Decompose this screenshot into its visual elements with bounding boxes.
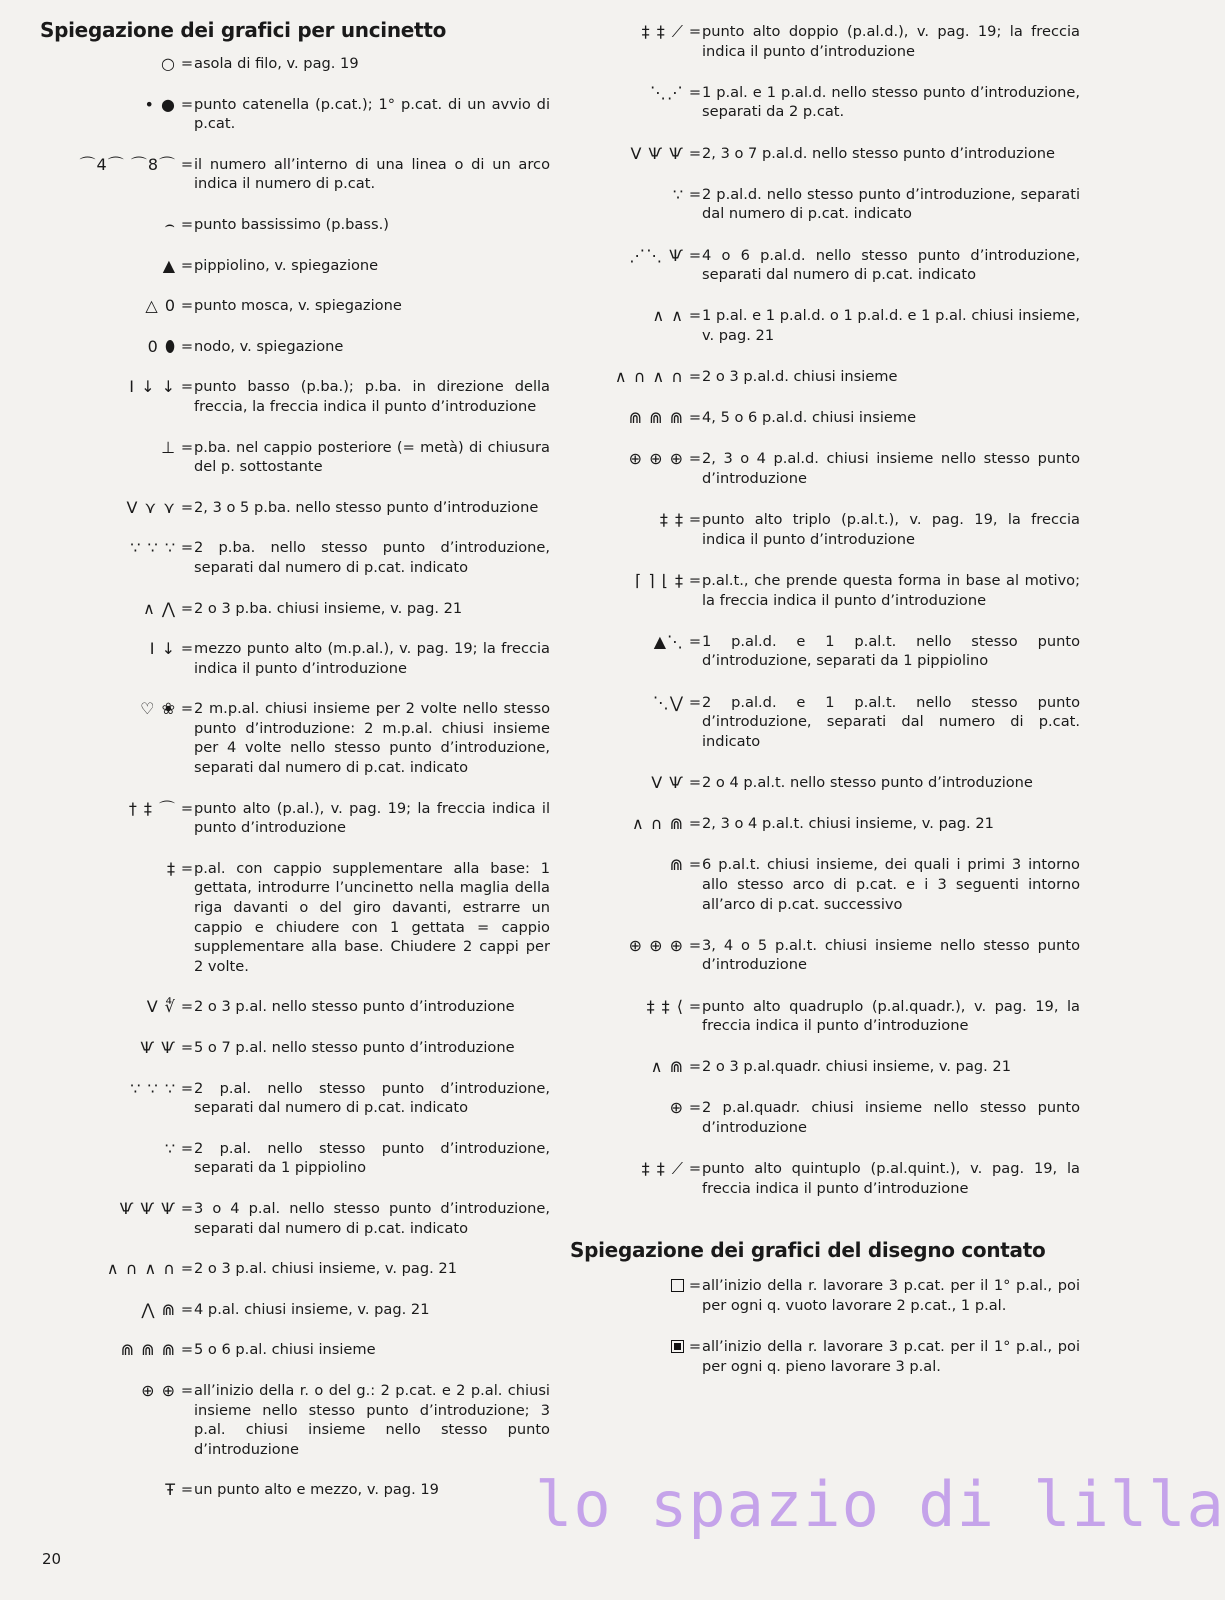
legend-entry [40, 1300, 550, 1320]
crochet-symbol-icon: ∵ [672, 184, 684, 204]
crochet-legend-list-continued [570, 22, 1080, 1198]
legend-entry [570, 773, 1080, 793]
equals-sign: = [688, 246, 702, 264]
legend-entry [570, 246, 1080, 285]
legend-entry [570, 449, 1080, 488]
legend-description: 4 o 6 p.al.d. nello stesso punto d’introduzione, separati dal numero di p.cat. indicato [702, 246, 1080, 284]
legend-description: 1 p.al. e 1 p.al.d. o 1 p.al.d. e 1 p.al. chiusi insieme, v. pag. 21 [702, 307, 1080, 344]
equals-sign: = [180, 1300, 194, 1318]
crochet-symbol-icon: ⋒ [669, 855, 684, 875]
equals-sign: = [180, 1341, 194, 1359]
legend-description: all’inizio della r. lavorare 3 p.cat. per il 1° p.al., poi per ogni q. pieno lavorare 3 p.al. [702, 1338, 1080, 1375]
equals-sign: = [180, 256, 194, 274]
legend-description: 6 p.al.t. chiusi insieme, dei quali i primi 3 intorno allo stesso arco di p.cat. e i 3 seguenti intorno all’arco di p.cat. successivo [702, 856, 1080, 913]
equals-sign: = [688, 572, 702, 590]
equals-sign: = [688, 1338, 702, 1356]
crochet-symbol-icon: ⊥ [161, 437, 176, 457]
legend-entry [570, 936, 1080, 975]
equals-sign: = [180, 297, 194, 315]
legend-description: all’inizio della r. lavorare 3 p.cat. per il 1° p.al., poi per ogni q. vuoto lavorare 2 p.cat., 1 p.al. [702, 1277, 1080, 1315]
crochet-symbol-icon: ⊕ ⊕ [141, 1380, 176, 1400]
legend-entry [40, 1199, 550, 1238]
equals-sign: = [180, 539, 194, 557]
equals-sign: = [688, 368, 702, 386]
equals-sign: = [180, 1199, 194, 1217]
legend-entry [40, 95, 550, 134]
equals-sign: = [688, 997, 702, 1015]
equals-sign: = [180, 1260, 194, 1278]
crochet-symbol-icon: ∧ ∩ ⋒ [632, 814, 684, 834]
equals-sign: = [688, 1058, 702, 1076]
legend-description: 4, 5 o 6 p.al.d. chiusi insieme [702, 409, 917, 427]
legend-entry [570, 997, 1080, 1036]
crochet-symbol-icon: ‡ ‡ ⟋ [641, 1159, 684, 1179]
legend-entry [570, 855, 1080, 914]
crochet-symbol-icon: ∵ ∵ ∵ [130, 538, 176, 558]
legend-entry [570, 814, 1080, 834]
legend-description: 2 p.al. nello stesso punto d’introduzione, separati dal numero di p.cat. indicato [194, 1079, 550, 1117]
empty-square-icon [671, 1279, 684, 1292]
crochet-symbol-icon: V Ѱ [651, 772, 684, 792]
equals-sign: = [180, 378, 194, 396]
legend-entry [570, 693, 1080, 752]
legend-entry [570, 510, 1080, 549]
equals-sign: = [688, 856, 702, 874]
equals-sign: = [180, 1079, 194, 1097]
equals-sign: = [180, 155, 194, 173]
section-title-crochet-symbols: Spiegazione dei grafici per uncinetto [40, 18, 447, 42]
legend-description: 2, 3 o 5 p.ba. nello stesso punto d’introduzione [194, 498, 539, 516]
equals-sign: = [180, 55, 194, 72]
crochet-symbol-icon: I ↓ ↓ [129, 377, 176, 397]
legend-entry [40, 215, 550, 235]
legend-entry [570, 83, 1080, 122]
legend-entry [40, 1340, 550, 1360]
crochet-symbol-icon: ▲ [162, 255, 176, 275]
legend-description: 2 p.ba. nello stesso punto d’introduzione, separati dal numero di p.cat. indicato [194, 539, 550, 576]
legend-entry [40, 538, 550, 577]
legend-description: 2, 3 o 7 p.al.d. nello stesso punto d’introduzione [702, 144, 1056, 162]
legend-description: mezzo punto alto (m.p.al.), v. pag. 19; la freccia indica il punto d’introduzione [194, 640, 550, 677]
crochet-symbol-icon: V ⋎ ⋎ [126, 497, 176, 517]
legend-entry [40, 337, 550, 357]
legend-entry [570, 1337, 1080, 1376]
legend-description: 1 p.al. e 1 p.al.d. nello stesso punto d’introduzione, separati da 2 p.cat. [702, 83, 1080, 121]
legend-entry [40, 377, 550, 416]
crochet-symbol-icon: ⋒ ⋒ ⋒ [120, 1340, 176, 1360]
crochet-symbol-icon: ∧ ∩ ∧ ∩ [614, 367, 684, 387]
watermark: lo spazio di lilla [535, 1468, 1225, 1541]
crochet-symbol-icon: ⋱⋁ [652, 692, 684, 712]
legend-entry [40, 699, 550, 777]
equals-sign: = [180, 95, 194, 113]
equals-sign: = [688, 144, 702, 162]
crochet-symbol-icon: ∧ ⋒ [650, 1057, 684, 1077]
legend-description: p.al.t., che prende questa forma in base al motivo; la freccia indica il punto d’introduzione [702, 572, 1080, 609]
legend-entry [40, 1259, 550, 1279]
equals-sign: = [180, 859, 194, 877]
legend-description: asola di filo, v. pag. 19 [194, 55, 359, 72]
equals-sign: = [688, 409, 702, 427]
legend-entry [40, 1079, 550, 1118]
legend-description: punto alto quintuplo (p.al.quint.), v. pag. 19, la freccia indica il punto d’introduzione [702, 1160, 1080, 1197]
legend-description: 2, 3 o 4 p.al.t. chiusi insieme, v. pag. 21 [702, 815, 994, 833]
crochet-symbol-icon: ∧ ⋀ [143, 598, 176, 618]
crochet-symbol-icon: Ѱ Ѱ [140, 1038, 176, 1057]
legend-entry [40, 256, 550, 276]
crochet-symbol-icon: ∧ ∩ ∧ ∩ [106, 1259, 176, 1279]
equals-sign: = [180, 799, 194, 817]
crochet-symbol-icon [570, 1276, 688, 1296]
legend-description: 4 p.al. chiusi insieme, v. pag. 21 [194, 1300, 430, 1318]
equals-sign: = [688, 23, 702, 40]
legend-entry [40, 498, 550, 518]
crochet-symbol-icon: ‡ ‡ ⟨ [646, 996, 684, 1016]
equals-sign: = [688, 185, 702, 203]
crochet-symbol-icon: ⋀ ⋒ [141, 1299, 176, 1319]
crochet-symbol-icon: Ѱ Ѱ Ѱ [119, 1198, 176, 1218]
crochet-symbol-icon: ♡ ❀ [140, 699, 176, 719]
counted-chart-section [570, 1238, 1080, 1376]
legend-entry [570, 1276, 1080, 1315]
filled-square-icon [671, 1340, 684, 1353]
legend-entry [40, 859, 550, 977]
legend-entry [570, 1057, 1080, 1077]
equals-sign: = [688, 450, 702, 468]
legend-description: 2 p.al.d. e 1 p.al.t. nello stesso punto d’introduzione, separati dal numero di p.cat. indicato [702, 693, 1080, 750]
legend-description: 3, 4 o 5 p.al.t. chiusi insieme nello stesso punto d’introduzione [702, 936, 1080, 974]
equals-sign: = [688, 773, 702, 791]
crochet-symbol-icon: Ŧ [165, 1480, 176, 1500]
legend-entry [570, 1159, 1080, 1198]
crochet-symbol-icon: ⊕ [669, 1098, 684, 1118]
crochet-symbol-icon: ⌈ ⌉ ⌊ ‡ [635, 571, 684, 591]
legend-entry [570, 144, 1080, 164]
page-number: 20 [42, 1550, 62, 1568]
crochet-symbol-icon: ‡ ‡ ⟋ [641, 22, 684, 41]
crochet-symbol-icon: V Ѱ Ѱ [630, 143, 684, 163]
legend-description: un punto alto e mezzo, v. pag. 19 [194, 1481, 439, 1499]
equals-sign: = [180, 599, 194, 617]
crochet-symbol-icon: ⊕ ⊕ ⊕ [628, 449, 684, 469]
crochet-symbol-icon: △ 0 [145, 296, 176, 316]
equals-sign: = [180, 215, 194, 233]
legend-entry [570, 185, 1080, 224]
legend-entry [40, 799, 550, 838]
legend-description: 2 m.p.al. chiusi insieme per 2 volte nello stesso punto d’introduzione: 2 m.p.al. chiusi insieme per 4 volte nello stesso punto d’introduzione, separati dal numero di p.cat. indicato [194, 700, 550, 777]
legend-entry [40, 1381, 550, 1459]
legend-description: 2, 3 o 4 p.al.d. chiusi insieme nello stesso punto d’introduzione [702, 450, 1080, 488]
legend-description: 1 p.al.d. e 1 p.al.t. nello stesso punto d’introduzione, separati da 1 pippiolino [702, 632, 1080, 670]
equals-sign: = [180, 1139, 194, 1157]
crochet-symbol-icon: ⋱⋰ [650, 82, 684, 102]
legend-description: 2 o 3 p.al. chiusi insieme, v. pag. 21 [194, 1260, 457, 1278]
legend-entry [570, 306, 1080, 345]
legend-entry [570, 408, 1080, 428]
legend-description: 3 o 4 p.al. nello stesso punto d’introduzione, separati dal numero di p.cat. indicato [194, 1199, 550, 1237]
legend-description: punto alto (p.al.), v. pag. 19; la freccia indica il punto d’introduzione [194, 799, 550, 837]
legend-entry [40, 296, 550, 316]
equals-sign: = [688, 1160, 702, 1178]
legend-entry [40, 438, 550, 477]
legend-entry [40, 599, 550, 619]
crochet-symbol-icon: ∵ [164, 1138, 176, 1158]
legend-description: 2 p.al.d. nello stesso punto d’introduzione, separati dal numero di p.cat. indicato [702, 185, 1080, 223]
legend-description: all’inizio della r. o del g.: 2 p.cat. e 2 p.al. chiusi insieme nello stesso punto d’introduzione; 3 p.al. chiusi insieme nello stesso punto d’introduzione [194, 1381, 550, 1458]
legend-description: nodo, v. spiegazione [194, 337, 344, 355]
equals-sign: = [180, 438, 194, 456]
legend-entry [570, 22, 1080, 61]
equals-sign: = [688, 1277, 702, 1295]
equals-sign: = [688, 307, 702, 325]
legend-entry [570, 367, 1080, 387]
legend-description: 2 o 4 p.al.t. nello stesso punto d’introduzione [702, 773, 1033, 791]
legend-description: p.ba. nel cappio posteriore (= metà) di chiusura del p. sottostante [194, 438, 550, 476]
crochet-symbol-icon: ▲⋱ [653, 631, 684, 651]
legend-description: 2 o 3 p.al.d. chiusi insieme [702, 368, 898, 386]
right-column [570, 22, 1080, 1376]
crochet-symbol-icon: • ● [144, 94, 176, 114]
legend-entry [40, 1038, 550, 1058]
crochet-symbol-icon: V ∜ [146, 997, 176, 1017]
legend-description: punto mosca, v. spiegazione [194, 297, 402, 315]
crochet-symbol-icon: ⋰⋱ Ѱ [629, 245, 684, 265]
equals-sign: = [688, 632, 702, 650]
legend-description: pippiolino, v. spiegazione [194, 256, 379, 274]
equals-sign: = [688, 936, 702, 954]
equals-sign: = [688, 693, 702, 711]
legend-description: 2 o 3 p.al. nello stesso punto d’introduzione [194, 998, 515, 1016]
crochet-legend-list [40, 54, 550, 1500]
legend-entry [570, 571, 1080, 610]
legend-entry [40, 1139, 550, 1178]
legend-description: 5 o 7 p.al. nello stesso punto d’introduzione [194, 1039, 515, 1056]
legend-description: il numero all’interno di una linea o di un arco indica il numero di p.cat. [194, 155, 550, 193]
crochet-symbol-icon: ‡ ‡ [659, 510, 684, 530]
legend-description: punto alto doppio (p.al.d.), v. pag. 19; la freccia indica il punto d’introduzione [702, 23, 1080, 60]
equals-sign: = [180, 498, 194, 516]
legend-description: p.al. con cappio supplementare alla base: 1 gettata, introdurre l’uncinetto nella maglia della riga davanti o del giro davanti, estrarre un cappio e chiudere con 1 gettata = cappio supplementare alla base. Chiudere 2 cappi per 2 volte. [194, 859, 550, 975]
equals-sign: = [688, 83, 702, 101]
crochet-symbol-icon: I ↓ [149, 639, 176, 659]
equals-sign: = [688, 815, 702, 833]
equals-sign: = [180, 700, 194, 718]
counted-chart-legend-list [570, 1276, 1080, 1376]
legend-description: 5 o 6 p.al. chiusi insieme [194, 1341, 376, 1359]
crochet-symbol-icon: ⋒ ⋒ ⋒ [628, 408, 684, 428]
crochet-symbol-icon: † ‡ ⌒ [128, 798, 176, 818]
legend-entry [40, 54, 550, 74]
equals-sign: = [180, 1381, 194, 1399]
legend-entry [40, 997, 550, 1017]
legend-entry [40, 155, 550, 194]
crochet-symbol-icon: ∵ ∵ ∵ [130, 1078, 176, 1098]
legend-entry [40, 1480, 550, 1500]
legend-description: punto alto quadruplo (p.al.quadr.), v. pag. 19, la freccia indica il punto d’introduzione [702, 997, 1080, 1035]
crochet-symbol-icon: ‡ [167, 858, 176, 878]
left-column [40, 18, 550, 1500]
crochet-symbol-icon: ⌢ [164, 214, 176, 234]
legend-description: 2 p.al. nello stesso punto d’introduzione, separati da 1 pippiolino [194, 1139, 550, 1177]
equals-sign: = [688, 511, 702, 529]
crochet-symbol-icon: ∧ ∧ [652, 306, 684, 326]
legend-description: punto catenella (p.cat.); 1° p.cat. di un avvio di p.cat. [194, 95, 550, 133]
crochet-symbol-icon: ○ [161, 54, 176, 73]
legend-description: 2 o 3 p.ba. chiusi insieme, v. pag. 21 [194, 599, 463, 617]
crochet-symbol-icon: ⊕ ⊕ ⊕ [628, 935, 684, 955]
legend-description: punto alto triplo (p.al.t.), v. pag. 19, la freccia indica il punto d’introduzione [702, 511, 1080, 548]
legend-entry [570, 1098, 1080, 1137]
legend-description: 2 o 3 p.al.quadr. chiusi insieme, v. pag. 21 [702, 1058, 1011, 1076]
legend-description: punto bassissimo (p.bass.) [194, 215, 389, 233]
equals-sign: = [180, 1039, 194, 1056]
legend-entry [40, 639, 550, 678]
section-title-counted-chart: Spiegazione dei grafici del disegno contato [570, 1238, 1046, 1263]
equals-sign: = [180, 640, 194, 658]
equals-sign: = [180, 337, 194, 355]
legend-entry [570, 632, 1080, 671]
equals-sign: = [180, 998, 194, 1016]
crochet-symbol-icon: ⌒4⌒ ⌒8⌒ [79, 154, 176, 174]
crochet-symbol-icon [570, 1337, 688, 1357]
equals-sign: = [688, 1099, 702, 1117]
legend-description: punto basso (p.ba.); p.ba. in direzione della freccia, la freccia indica il punto d’introduzione [194, 378, 550, 415]
legend-description: 2 p.al.quadr. chiusi insieme nello stesso punto d’introduzione [702, 1099, 1080, 1137]
crochet-symbol-icon: 0 ⬮ [147, 336, 176, 356]
equals-sign: = [180, 1481, 194, 1499]
